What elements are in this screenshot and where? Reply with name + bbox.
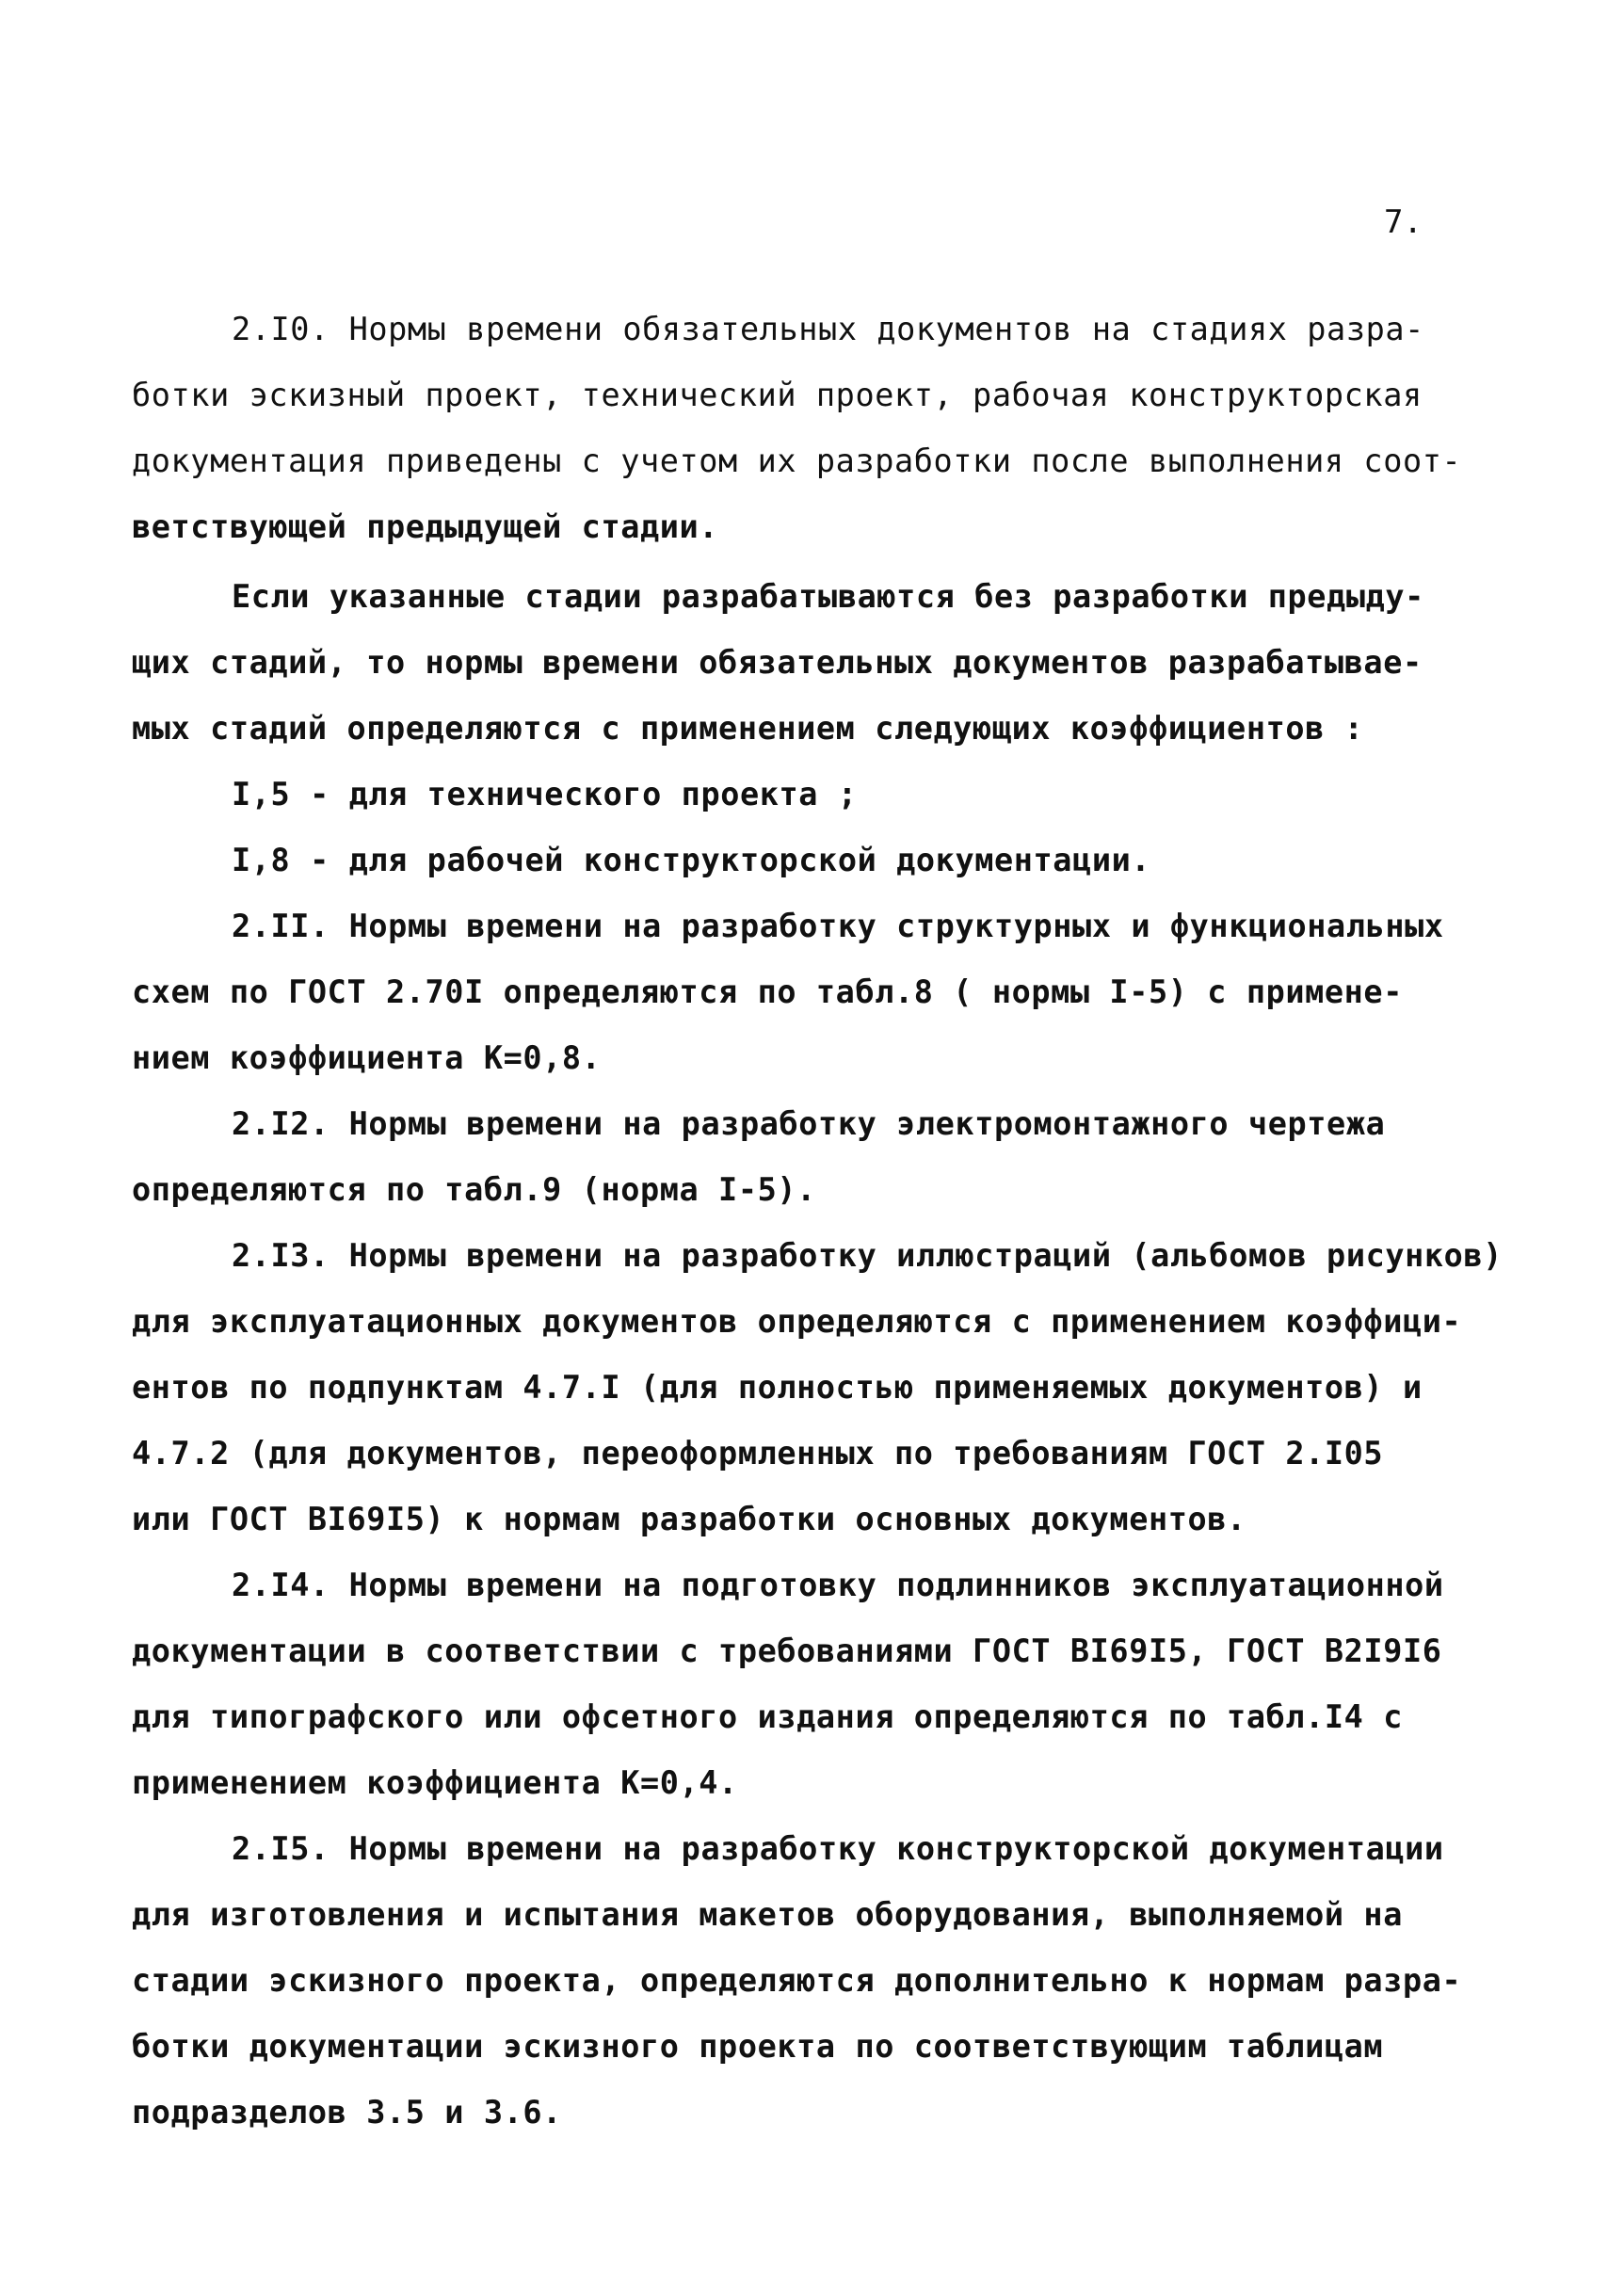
line-2-14-a: 2.I4. Нормы времени на подготовку подлинников эксплуатационной — [232, 1567, 1444, 1603]
line-2-14-b: документации в соответствии с требованиями ГОСТ ВI69I5, ГОСТ В2I9I6 — [132, 1633, 1442, 1669]
line-2-14-c: для типографского или офсетного издания определяются по табл.I4 с — [132, 1698, 1403, 1735]
line-2-15-a: 2.I5. Нормы времени на разработку конструкторской документации — [232, 1830, 1444, 1867]
line-2-11-b: схем по ГОСТ 2.70I определяются по табл.8 ( нормы I-5) с примене- — [132, 973, 1403, 1010]
line-coef-2: I,8 - для рабочей конструкторской документации. — [232, 842, 1151, 878]
line-2-13-e: или ГОСТ ВI69I5) к нормам разработки основных документов. — [132, 1501, 1246, 1537]
line-2-14-d: применением коэффициента К=0,4. — [132, 1764, 738, 1801]
line-2-13-a: 2.I3. Нормы времени на разработку иллюстраций (альбомов рисунков) — [232, 1237, 1503, 1274]
line-2-13-c: ентов по подпунктам 4.7.I (для полностью применяемых документов) и — [132, 1369, 1423, 1406]
line-2-15-c: стадии эскизного проекта, определяются дополнительно к нормам разра- — [132, 1962, 1462, 1999]
line-2-10-d: ветствующей предыдущей стадии. — [132, 508, 719, 545]
line-2-15-e: подразделов 3.5 и 3.6. — [132, 2094, 562, 2131]
line-2-10-c: документация приведены с учетом их разработки после выполнения соот- — [132, 442, 1462, 479]
line-2-13-d: 4.7.2 (для документов, переоформленных по требованиям ГОСТ 2.I05 — [132, 1435, 1384, 1472]
line-2-10-a: 2.I0. Нормы времени обязательных документов на стадиях разра- — [232, 311, 1424, 347]
line-coef-1: I,5 - для технического проекта ; — [232, 776, 858, 812]
line-2-15-b: для изготовления и испытания макетов оборудования, выполняемой на — [132, 1896, 1403, 1933]
line-2-10-b: ботки эскизный проект, технический проект, рабочая конструкторская — [132, 377, 1423, 413]
line-2-11-a: 2.II. Нормы времени на разработку структурных и функциональных — [232, 908, 1444, 944]
line-if-c: мых стадий определяются с применением следующих коэффициентов : — [132, 710, 1364, 747]
line-2-12-b: определяются по табл.9 (норма I-5). — [132, 1171, 816, 1208]
page-number: 7. — [1384, 203, 1423, 241]
line-2-11-c: нием коэффициента К=0,8. — [132, 1039, 602, 1076]
line-if-a: Если указанные стадии разрабатываются без разработки предыду- — [232, 578, 1424, 615]
line-2-13-b: для эксплуатационных документов определяются с применением коэффици- — [132, 1303, 1462, 1340]
line-2-12-a: 2.I2. Нормы времени на разработку электромонтажного чертежа — [232, 1105, 1386, 1142]
line-2-15-d: ботки документации эскизного проекта по соответствующим таблицам — [132, 2028, 1384, 2065]
line-if-b: щих стадий, то нормы времени обязательных документов разрабатывае- — [132, 644, 1423, 681]
